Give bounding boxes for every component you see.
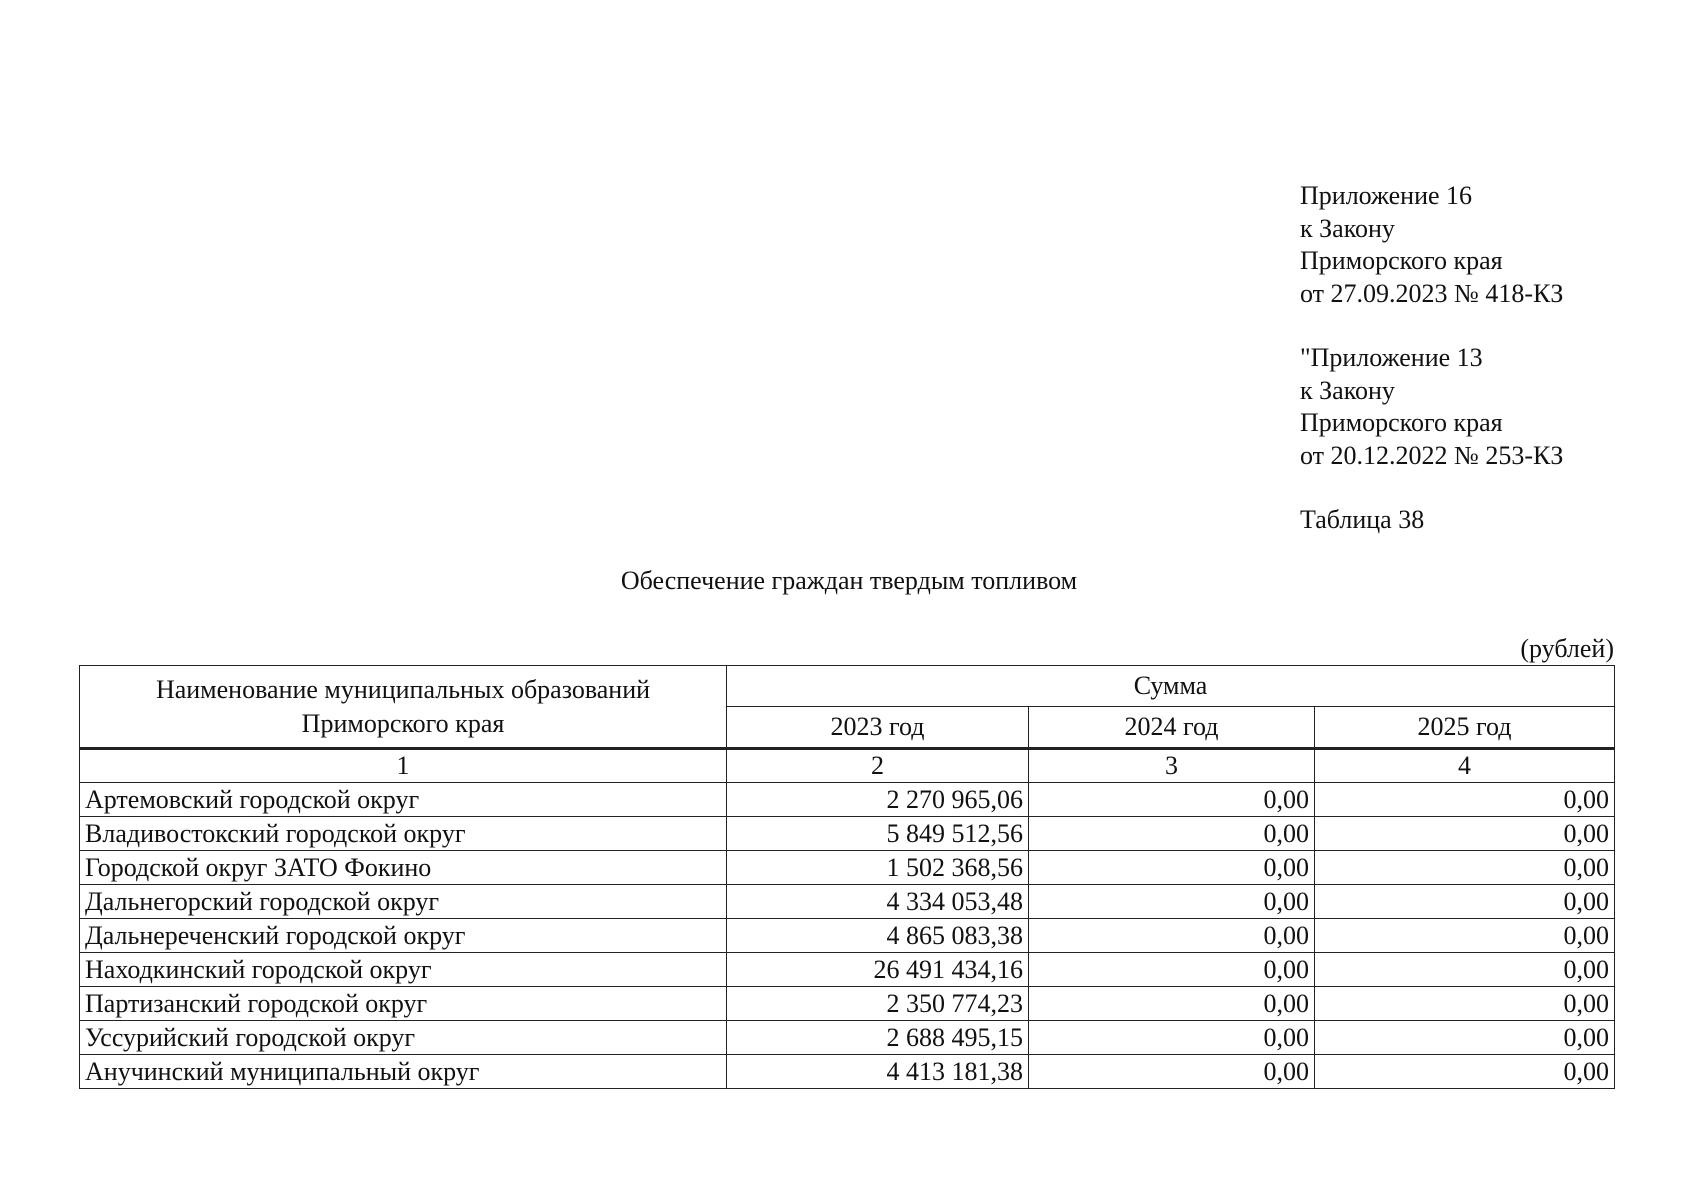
column-number: 4: [1315, 749, 1615, 783]
appendix-line: к Закону: [1300, 213, 1395, 243]
amount-2023: 4 334 053,48: [727, 885, 1029, 919]
municipality-name: Партизанский городской округ: [80, 987, 727, 1021]
table-row: [80, 1055, 1615, 1089]
municipality-name: Находкинский городской округ: [80, 953, 727, 987]
spacer: [1300, 472, 1563, 504]
appendix-line: Приморского края: [1300, 408, 1503, 437]
amount-2025: 0,00: [1315, 885, 1615, 919]
table-row: [80, 851, 1615, 885]
column-header-name: Наименование муниципальных образований Приморского края: [80, 666, 727, 749]
amount-2023: 2 350 774,23: [727, 987, 1029, 1021]
municipality-name: Дальнереченский городской округ: [80, 919, 727, 953]
amount-2025: 0,00: [1315, 987, 1615, 1021]
appendix-line: к Закону: [1300, 375, 1395, 405]
amount-2023: 4 413 181,38: [727, 1055, 1029, 1089]
municipality-name: Дальнегорский городской округ: [80, 885, 727, 919]
amount-2024: 0,00: [1029, 851, 1315, 885]
amount-2024: 0,00: [1029, 817, 1315, 851]
table-row: [80, 885, 1615, 919]
amount-2023: 1 502 368,56: [727, 851, 1029, 885]
appendix-header: [1300, 180, 1563, 537]
column-header-year: 2023 год: [727, 707, 1029, 749]
municipality-name: Владивостокский городской округ: [80, 817, 727, 851]
municipality-name: Городской округ ЗАТО Фокино: [80, 851, 727, 885]
amount-2025: 0,00: [1315, 1055, 1615, 1089]
table-row: [80, 987, 1615, 1021]
table-label: Таблица 38: [1300, 505, 1425, 534]
amount-2025: 0,00: [1315, 953, 1615, 987]
amount-2024: 0,00: [1029, 919, 1315, 953]
spacer: [1300, 310, 1563, 342]
table-row: [80, 919, 1615, 953]
amount-2023: 5 849 512,56: [727, 817, 1029, 851]
column-number: 1: [80, 749, 727, 783]
column-number-row: [80, 749, 1615, 783]
amount-2024: 0,00: [1029, 953, 1315, 987]
amount-2025: 0,00: [1315, 919, 1615, 953]
table-row: [80, 783, 1615, 817]
amount-2024: 0,00: [1029, 1055, 1315, 1089]
column-number: 2: [727, 749, 1029, 783]
amount-2024: 0,00: [1029, 987, 1315, 1021]
table-row: [80, 817, 1615, 851]
appendix-line: Приморского края: [1300, 246, 1503, 275]
appendix-line: "Приложение 13: [1300, 343, 1483, 372]
column-header-sum: Сумма: [727, 666, 1615, 707]
amount-2024: 0,00: [1029, 885, 1315, 919]
document-title: Обеспечение граждан твердым топливом: [620, 566, 1078, 595]
table-row: [80, 953, 1615, 987]
amount-2025: 0,00: [1315, 817, 1615, 851]
data-table: [79, 665, 1615, 1089]
amount-2024: 0,00: [1029, 783, 1315, 817]
appendix-line: от 27.09.2023 № 418-КЗ: [1300, 278, 1564, 308]
amount-2023: 26 491 434,16: [727, 953, 1029, 987]
column-header-year: 2025 год: [1315, 707, 1615, 749]
amount-2023: 2 270 965,06: [727, 783, 1029, 817]
unit-label: (рублей): [1520, 634, 1614, 663]
amount-2025: 0,00: [1315, 783, 1615, 817]
column-header-year: 2024 год: [1029, 707, 1315, 749]
municipality-name: Анучинский муниципальный округ: [80, 1055, 727, 1089]
municipality-name: Уссурийский городской округ: [80, 1021, 727, 1055]
appendix-line: от 20.12.2022 № 253-КЗ: [1300, 440, 1564, 470]
column-number: 3: [1029, 749, 1315, 783]
amount-2025: 0,00: [1315, 851, 1615, 885]
table-row: [80, 1021, 1615, 1055]
amount-2024: 0,00: [1029, 1021, 1315, 1055]
amount-2025: 0,00: [1315, 1021, 1615, 1055]
appendix-line: Приложение 16: [1300, 181, 1473, 210]
amount-2023: 4 865 083,38: [727, 919, 1029, 953]
amount-2023: 2 688 495,15: [727, 1021, 1029, 1055]
municipality-name: Артемовский городской округ: [80, 783, 727, 817]
